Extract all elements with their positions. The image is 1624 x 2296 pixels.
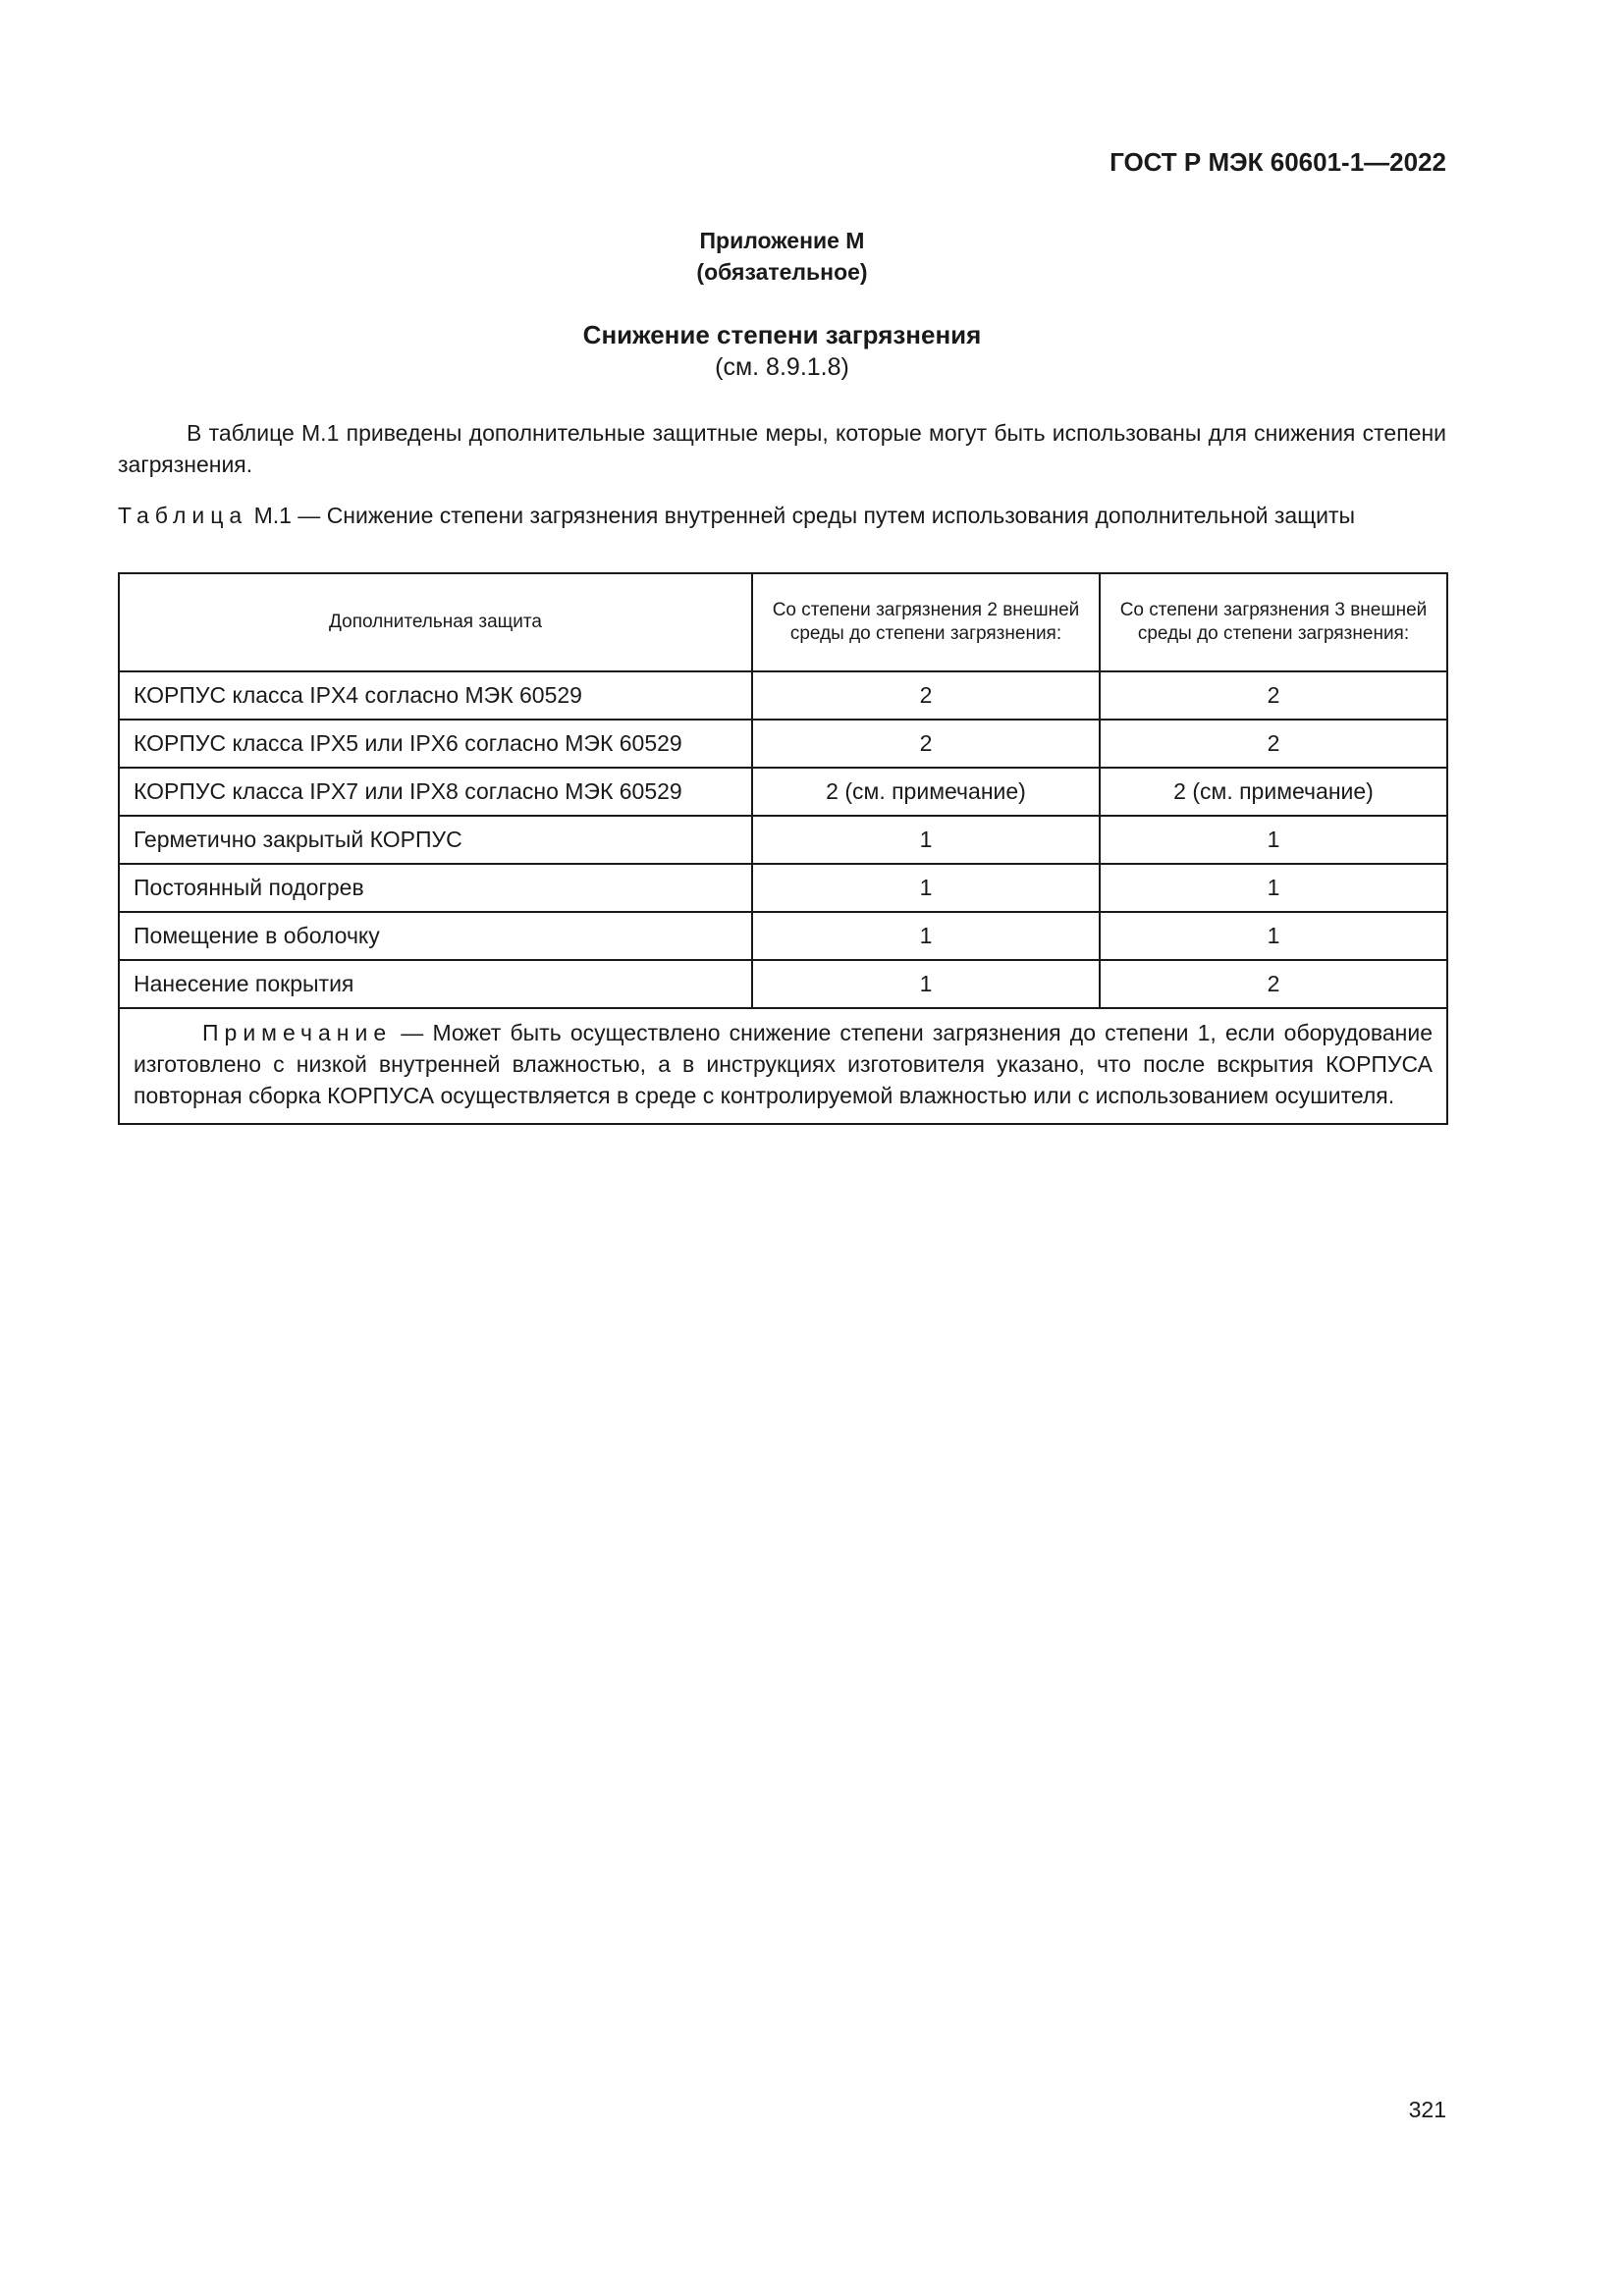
protection-cell: КОРПУС класса IPX7 или IPX8 согласно МЭК 60529 xyxy=(119,768,752,816)
value-cell: 2 (см. примечание) xyxy=(752,768,1100,816)
value-cell: 1 xyxy=(752,912,1100,960)
table-header-row xyxy=(119,573,1447,671)
page-number: 321 xyxy=(1408,2097,1446,2122)
table-caption-text: М.1 — Снижение степени загрязнения внутренней среды путем использования дополнительной защиты xyxy=(253,503,1356,528)
protection-cell: КОРПУС класса IPX4 согласно МЭК 60529 xyxy=(119,671,752,720)
protection-cell: Нанесение покрытия xyxy=(119,960,752,1008)
protection-cell: Помещение в оболочку xyxy=(119,912,752,960)
value-cell: 1 xyxy=(752,816,1100,864)
value-cell: 2 xyxy=(1100,720,1447,768)
annex-type: (обязательное) xyxy=(696,259,868,285)
value-cell: 1 xyxy=(1100,912,1447,960)
header-additional-protection: Дополнительная защита xyxy=(119,573,752,671)
value-cell: 1 xyxy=(1100,864,1447,912)
header-from-degree-2: Со степени загрязнения 2 внешней среды до степени загрязнения: xyxy=(752,573,1100,671)
value-cell: 2 xyxy=(752,720,1100,768)
table-row xyxy=(119,864,1447,912)
annex-title: Приложение М xyxy=(699,228,865,253)
pollution-reduction-table xyxy=(118,572,1448,1125)
table-row xyxy=(119,912,1447,960)
table-note-row xyxy=(119,1008,1447,1124)
table-row xyxy=(119,720,1447,768)
table-row xyxy=(119,960,1447,1008)
table-note xyxy=(119,1008,1447,1124)
value-cell: 1 xyxy=(752,960,1100,1008)
note-label: Примечание xyxy=(202,1020,393,1045)
section-title: Снижение степени загрязнения xyxy=(582,320,982,349)
value-cell: 2 (см. примечание) xyxy=(1100,768,1447,816)
table-row xyxy=(119,671,1447,720)
table-row xyxy=(119,816,1447,864)
value-cell: 2 xyxy=(1100,671,1447,720)
table-row xyxy=(119,768,1447,816)
header-from-degree-3: Со степени загрязнения 3 внешней среды до степени загрязнения: xyxy=(1100,573,1447,671)
table-caption-label: Таблица xyxy=(118,503,248,528)
note-text: — Может быть осуществлено снижение степени загрязнения до степени 1, если оборудование изготовлено с низкой внутренней влажностью, а в инструкциях изготовителя указано, что после вскрытия КОРПУСА повторная сборка КОРПУСА осуществляется в среде с контролируемой влажностью или с использованием осушителя. xyxy=(134,1020,1433,1108)
protection-cell: Герметично закрытый КОРПУС xyxy=(119,816,752,864)
intro-paragraph: В таблице М.1 приведены дополнительные защитные меры, которые могут быть использованы для снижения степени загрязнения. xyxy=(118,420,1446,477)
protection-cell: КОРПУС класса IPX5 или IPX6 согласно МЭК 60529 xyxy=(119,720,752,768)
section-reference: (см. 8.9.1.8) xyxy=(715,353,849,381)
table-caption xyxy=(118,500,1446,531)
standard-code: ГОСТ Р МЭК 60601-1—2022 xyxy=(1110,147,1446,177)
value-cell: 2 xyxy=(1100,960,1447,1008)
value-cell: 1 xyxy=(752,864,1100,912)
value-cell: 1 xyxy=(1100,816,1447,864)
value-cell: 2 xyxy=(752,671,1100,720)
protection-cell: Постоянный подогрев xyxy=(119,864,752,912)
